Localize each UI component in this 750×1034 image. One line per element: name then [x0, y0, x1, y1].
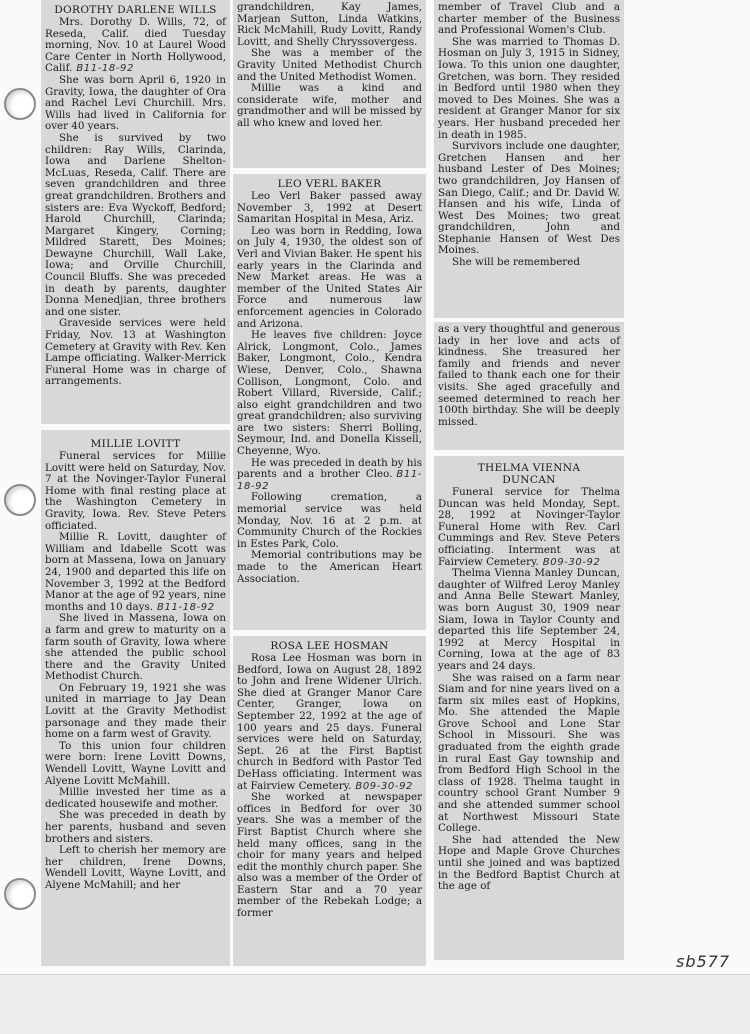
clipping-wills — [41, 0, 230, 424]
obituary-title: ROSA LEE HOSMAN — [270, 640, 389, 652]
handwritten-date: B11-18-92 — [157, 601, 215, 613]
paragraph: Thelma Vienna Manley Duncan, daughter of Wilfred Leroy Manley and Anna Belle Stewart Manley, was born August 30, 1909 near Siam, Iowa in Taylor County and departed this life September 24, 1992 at Mercy Hospital in Corning, Iowa at the age of 83 years and 24 days. — [438, 567, 620, 672]
paragraph: Funeral services for Millie Lovitt were held on Saturday, Nov. 7 at the Novinger-Taylor Funeral Home with final resting place at the Washington Cemetery in Gravity, Iowa. Rev. Steve Peters officiated. — [45, 450, 226, 532]
handwritten-date: B09-30-92 — [542, 556, 601, 568]
paragraph: as a very thoughtful and generous lady in her love and acts of kindness. She treasured her family and friends and never failed to thank each one for their visits. She aged gracefully and seemed determined to reach her 100th birthday. She will be deeply missed. — [438, 323, 620, 428]
paragraph: Leo was born in Redding, Iowa on July 4, 1930, the oldest son of Verl and Vivian Baker. He spent his early years in the Clarinda and New Market areas. He was a member of the United States Air Force and numerous law enforcement agencies in Colorado and Arizona. — [237, 224, 422, 330]
paragraph: She was a member of the Gravity United Methodist Church and the United Methodist Women. — [237, 47, 422, 83]
paragraph: On February 19, 1921 she was united in marriage to Jay Dean Lovitt at the Gravity Methodist parsonage and they made their home on a farm west of Gravity. — [45, 681, 226, 741]
handwritten-folio-number: sb577 — [676, 952, 731, 971]
obituary-title: LEO VERL BAKER — [277, 178, 382, 190]
clipping-lovitt — [41, 430, 230, 966]
clipping-hosman-end — [434, 322, 624, 450]
clipping-hosman-continued — [434, 0, 624, 318]
page-bottom-edge — [0, 974, 750, 1034]
paragraph: She had attended the New Hope and Maple Grove Churches until she joined and was baptized in the Bedford Baptist Church at the age of — [438, 833, 620, 893]
paragraph: He was preceded in death by his parents and a brother Cleo. B11-18-92 — [237, 456, 422, 492]
paragraph: Millie invested her time as a dedicated housewife and mother. — [45, 786, 226, 810]
punch-hole — [4, 878, 36, 910]
clipping-hosman — [233, 636, 426, 966]
paragraph: Following cremation, a memorial service was held Monday, Nov. 16 at 2 p.m. at Community Church of the Rockies in Estes Park, Colo. — [237, 491, 422, 550]
paragraph: She was married to Thomas D. Hosman on July 3, 1915 in Sidney, Iowa. To this union one daughter, Gretchen, was born. They resided in Bedford until 1980 when they moved to Des Moines. She was a resident at Granger Manor for six years. Her husband preceded her in death in 1985. — [438, 35, 620, 141]
paragraph: She lived in Massena, Iowa on a farm and grew to maturity on a farm south of Gravity, Iowa where she attended the public school there and the Gravity United Methodist Church. — [45, 612, 226, 683]
paragraph: She was born April 6, 1920 in Gravity, Iowa, the daughter of Ora and Rachel Levi Churchill. Mrs. Wills had lived in California for over 40 years. — [45, 73, 226, 133]
paragraph: She worked at newspaper offices in Bedford for over 30 years. She was a member of the First Baptist Church where she held many offices, sang in the choir for many years and helped edit the monthly church paper. She also was a member of the Order of Eastern Star and a 70 year member of the Rebekah Lodge; a former — [237, 791, 422, 920]
paragraph: She is survived by two children: Ray Wills, Clarinda, Iowa and Darlene Shelton-McLuas, Reseda, Calif. There are seven grandchildren and three great grandchildren. Brothers and sisters are: Eva Wyckoff, Bedford; Harold Churchill, Clarinda; Margaret Kingery, Corning; Mildred Starett, Des Moines; Dewayne Churchill, Wall Lake, Iowa; and Orville Churchill, Council Bluffs. She was preceded in death by parents, daughter Donna Menedjian, three brothers and one sister. — [45, 131, 226, 318]
obituary-title: THELMA VIENNA DUNCAN — [477, 462, 581, 486]
paragraph: Left to cherish her memory are her children, Irene Downs, Wendell Lovitt, Wayne Lovitt, and Alyene McMahill; and her — [45, 844, 226, 891]
paragraph: Funeral service for Thelma Duncan was held Monday, Sept. 28, 1992 at Novinger-Taylor Funeral Home with Rev. Carl Cummings and Rev. Steve Peters officiating. Interment was at Fairview Cemetery. B09-30-92 — [438, 486, 620, 568]
punch-hole — [4, 484, 36, 516]
paragraph: To this union four children were born: Irene Lovitt Downs, Wendell Lovitt, Wayne Lovitt and Alyene Lovitt McMahill. — [45, 739, 226, 787]
paragraph: grandchildren, Kay James, Marjean Sutton, Linda Watkins, Rick McMahill, Rudy Lovitt, Randy Lovitt, and Shelly Chryssovergess. — [237, 1, 422, 48]
handwritten-date: B09-30-92 — [355, 780, 414, 792]
clipping-duncan — [434, 456, 624, 960]
clipping-lovitt-continued — [233, 0, 426, 168]
paragraph: Leo Verl Baker passed away November 3, 1992 at Desert Samaritan Hospital in Mesa, Ariz. — [237, 190, 422, 226]
punch-hole — [4, 88, 36, 120]
paragraph: Millie was a kind and considerate wife, mother and grandmother and will be missed by all who knew and loved her. — [237, 82, 422, 129]
paragraph: Graveside services were held Friday, Nov. 13 at Washington Cemetery at Gravity with Rev. Ken Lampe officiating. Walker-Merrick Funeral Home was in charge of arrangements. — [45, 317, 226, 388]
paragraph: Rosa Lee Hosman was born in Bedford, Iowa on August 28, 1892 to John and Irene Widener Ulrich. She died at Granger Manor Care Center, Granger, Iowa on September 22, 1992 at the age of 100 years and 25 days. Funeral services were held on Saturday, Sept. 26 at the First Baptist church in Bedford with Pastor Ted DeHass officiating. Interment was at Fairview Cemetery. B09-30-92 — [237, 652, 422, 792]
paragraph: Millie R. Lovitt, daughter of William and Idabelle Scott was born at Massena, Iowa on January 24, 1900 and departed this life on November 3, 1992 at the Bedford Manor at the age of 92 years, nine months and 10 days. B11-18-92 — [45, 531, 226, 613]
paragraph: He leaves five children: Joyce Alrick, Longmont, Colo., James Baker, Longmont, Colo., Kendra Wiese, Denver, Colo., Shawna Collison, Longmont, Colo. and Robert Villard, Riverside, Calif.; also eight grandchildren and two great grandchildren; also surviving are two sisters: Sherri Bolling, Seymour, Ind. and Donella Kissell, Cheyenne, Wyo. — [237, 329, 422, 458]
obituary-title: DOROTHY DARLENE WILLS — [54, 4, 217, 16]
paragraph: Mrs. Dorothy D. Wills, 72, of Reseda, Calif. died Tuesday morning, Nov. 10 at Laurel Wood Care Center in North Hollywood, Calif. B11-18-92 — [45, 16, 226, 75]
handwritten-date: B11-18-92 — [76, 63, 134, 75]
paragraph: member of Travel Club and a charter member of the Business and Professional Women's Club. — [438, 1, 620, 37]
handwritten-date: B11-18-92 — [237, 469, 422, 492]
clipping-baker — [233, 174, 426, 630]
obituary-title: MILLIE LOVITT — [90, 438, 181, 450]
paragraph: Memorial contributions may be made to the American Heart Association. — [237, 549, 422, 585]
paragraph: She will be remembered — [452, 256, 580, 269]
paragraph: She was preceded in death by her parents, husband and seven brothers and sisters. — [45, 809, 226, 845]
paragraph: Survivors include one daughter, Gretchen Hansen and her husband Lester of Des Moines; two grandchildren, Joy Hansen of San Diego, Calif.; and Dr. David W. Hansen and his wife, Linda of West Des Moines; two great grandchildren, John and Stephanie Hansen of West Des Moines. — [438, 140, 620, 257]
paragraph: She was raised on a farm near Siam and for nine years lived on a farm six miles east of Hopkins, Mo. She attended the Maple Grove School and Lone Star School in Missouri. She was graduated from the eighth grade in rural East Gay township and from Bedford High School in the class of 1928. Thelma taught in country school Grant Number 9 and she attended summer school at Northwest Missouri State College. — [438, 671, 620, 835]
